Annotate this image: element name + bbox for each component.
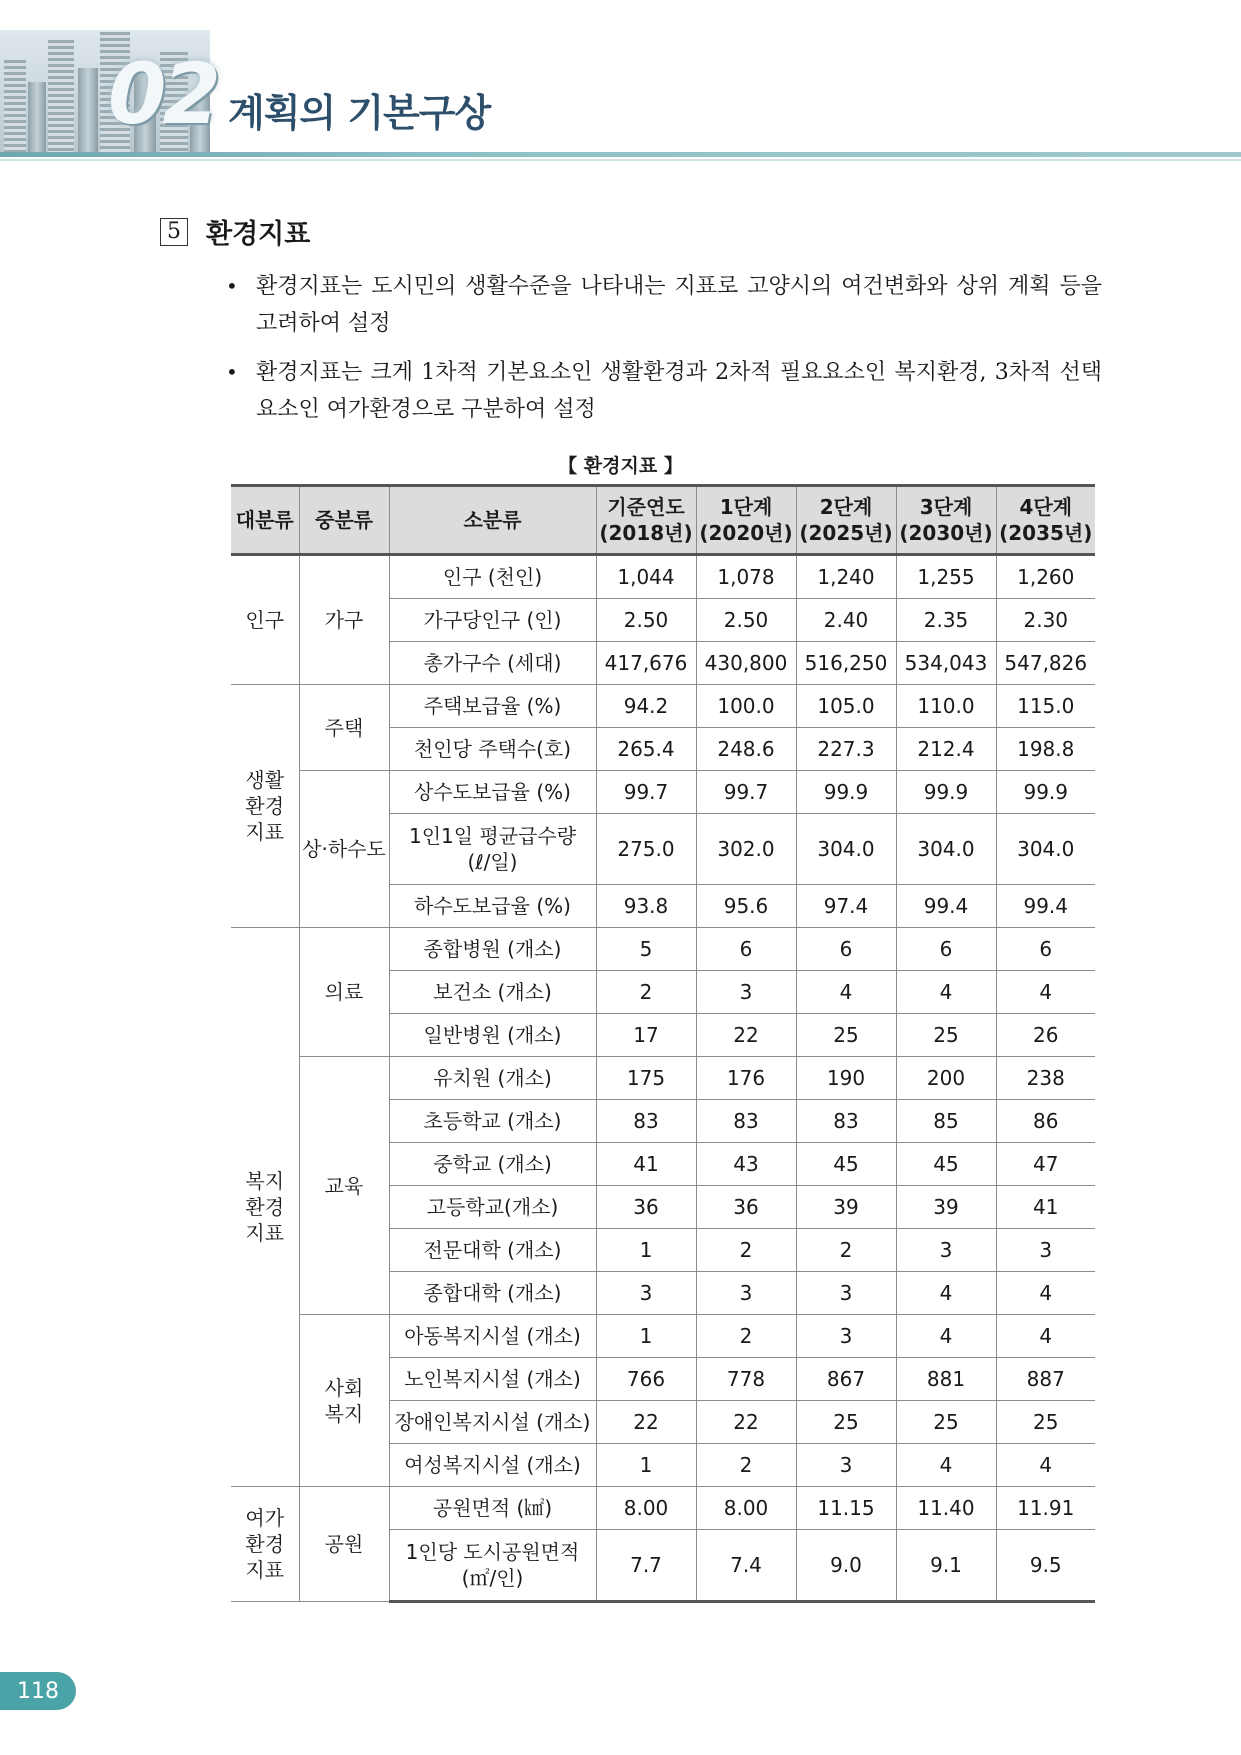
table-row xyxy=(231,1315,1095,1358)
value-cell: 867 xyxy=(796,1358,896,1401)
value-cell: 36 xyxy=(596,1186,696,1229)
chapter-number: 02 xyxy=(108,45,217,143)
table-row xyxy=(231,928,1095,971)
value-cell: 275.0 xyxy=(596,814,696,885)
value-cell: 8.00 xyxy=(596,1487,696,1530)
value-cell: 304.0 xyxy=(996,814,1095,885)
minor-category-cell: 전문대학 (개소) xyxy=(389,1229,596,1272)
value-cell: 8.00 xyxy=(696,1487,796,1530)
value-cell: 430,800 xyxy=(696,642,796,685)
middle-category-medical: 의료 xyxy=(299,928,389,1057)
middle-category-housing: 주택 xyxy=(299,685,389,771)
value-cell: 25 xyxy=(796,1014,896,1057)
value-cell: 4 xyxy=(996,1315,1095,1358)
value-cell: 227.3 xyxy=(796,728,896,771)
middle-category-water: 상·하수도 xyxy=(299,771,389,928)
bullet-list xyxy=(226,268,1102,440)
value-cell: 4 xyxy=(996,1444,1095,1487)
value-cell: 6 xyxy=(696,928,796,971)
value-cell: 99.7 xyxy=(696,771,796,814)
value-cell: 198.8 xyxy=(996,728,1095,771)
value-cell: 97.4 xyxy=(796,885,896,928)
environment-indicator-table xyxy=(231,484,1095,1603)
header-rule xyxy=(0,152,1241,157)
value-cell: 100.0 xyxy=(696,685,796,728)
major-category-welfare: 복지 환경 지표 xyxy=(231,928,299,1487)
minor-category-cell: 1인당 도시공원면적 (㎡/인) xyxy=(389,1530,596,1602)
value-cell: 2.40 xyxy=(796,599,896,642)
value-cell: 1,044 xyxy=(596,555,696,599)
minor-category-cell: 종합대학 (개소) xyxy=(389,1272,596,1315)
minor-category-cell: 유치원 (개소) xyxy=(389,1057,596,1100)
minor-category-cell: 장애인복지시설 (개소) xyxy=(389,1401,596,1444)
value-cell: 99.4 xyxy=(996,885,1095,928)
value-cell: 9.5 xyxy=(996,1530,1095,1602)
value-cell: 190 xyxy=(796,1057,896,1100)
value-cell: 778 xyxy=(696,1358,796,1401)
value-cell: 25 xyxy=(896,1014,996,1057)
chapter-title: 계획의 기본구상 xyxy=(228,91,491,135)
minor-category-cell: 고등학교(개소) xyxy=(389,1186,596,1229)
bullet-text: 환경지표는 크게 1차적 기본요소인 생활환경과 2차적 필요요소인 복지환경, 3차적 선택요소인 여가환경으로 구분하여 설정 xyxy=(256,360,1102,422)
minor-category-cell: 주택보급율 (%) xyxy=(389,685,596,728)
value-cell: 265.4 xyxy=(596,728,696,771)
table-row xyxy=(231,685,1095,728)
value-cell: 881 xyxy=(896,1358,996,1401)
value-cell: 2.50 xyxy=(696,599,796,642)
value-cell: 26 xyxy=(996,1014,1095,1057)
value-cell: 6 xyxy=(896,928,996,971)
value-cell: 4 xyxy=(996,971,1095,1014)
value-cell: 7.7 xyxy=(596,1530,696,1602)
value-cell: 39 xyxy=(796,1186,896,1229)
minor-category-cell: 종합병원 (개소) xyxy=(389,928,596,971)
value-cell: 9.0 xyxy=(796,1530,896,1602)
value-cell: 200 xyxy=(896,1057,996,1100)
section-number-box: 5 xyxy=(160,218,188,246)
value-cell: 2 xyxy=(796,1229,896,1272)
value-cell: 5 xyxy=(596,928,696,971)
value-cell: 3 xyxy=(696,971,796,1014)
value-cell: 1,240 xyxy=(796,555,896,599)
value-cell: 1,260 xyxy=(996,555,1095,599)
minor-category-cell: 하수도보급율 (%) xyxy=(389,885,596,928)
minor-category-cell: 상수도보급율 (%) xyxy=(389,771,596,814)
value-cell: 238 xyxy=(996,1057,1095,1100)
value-cell: 83 xyxy=(696,1100,796,1143)
section-title: 환경지표 xyxy=(206,219,311,250)
value-cell: 534,043 xyxy=(896,642,996,685)
value-cell: 417,676 xyxy=(596,642,696,685)
value-cell: 36 xyxy=(696,1186,796,1229)
header-stage-1: 1단계 (2020년) xyxy=(696,486,796,555)
value-cell: 22 xyxy=(696,1014,796,1057)
value-cell: 4 xyxy=(896,971,996,1014)
value-cell: 17 xyxy=(596,1014,696,1057)
value-cell: 1 xyxy=(596,1315,696,1358)
value-cell: 2 xyxy=(696,1444,796,1487)
value-cell: 547,826 xyxy=(996,642,1095,685)
minor-category-cell: 중학교 (개소) xyxy=(389,1143,596,1186)
bullet-item xyxy=(226,268,1102,342)
value-cell: 25 xyxy=(996,1401,1095,1444)
value-cell: 176 xyxy=(696,1057,796,1100)
value-cell: 3 xyxy=(796,1444,896,1487)
minor-category-cell: 아동복지시설 (개소) xyxy=(389,1315,596,1358)
middle-category-social-welfare: 사회 복지 xyxy=(299,1315,389,1487)
minor-category-cell: 천인당 주택수(호) xyxy=(389,728,596,771)
value-cell: 45 xyxy=(896,1143,996,1186)
value-cell: 110.0 xyxy=(896,685,996,728)
value-cell: 2 xyxy=(696,1315,796,1358)
major-category-leisure: 여가 환경 지표 xyxy=(231,1487,299,1602)
middle-category-education: 교육 xyxy=(299,1057,389,1315)
value-cell: 7.4 xyxy=(696,1530,796,1602)
bullet-dot-icon: • xyxy=(226,274,238,298)
header-rule-thin xyxy=(0,159,1241,161)
value-cell: 22 xyxy=(696,1401,796,1444)
value-cell: 83 xyxy=(596,1100,696,1143)
value-cell: 2 xyxy=(596,971,696,1014)
value-cell: 41 xyxy=(996,1186,1095,1229)
middle-category-household: 가구 xyxy=(299,555,389,685)
middle-category-park: 공원 xyxy=(299,1487,389,1602)
value-cell: 1,078 xyxy=(696,555,796,599)
minor-category-cell: 노인복지시설 (개소) xyxy=(389,1358,596,1401)
value-cell: 248.6 xyxy=(696,728,796,771)
value-cell: 2.35 xyxy=(896,599,996,642)
value-cell: 3 xyxy=(796,1315,896,1358)
value-cell: 6 xyxy=(996,928,1095,971)
minor-category-cell: 초등학교 (개소) xyxy=(389,1100,596,1143)
bullet-text: 환경지표는 도시민의 생활수준을 나타내는 지표로 고양시의 여건변화와 상위 계획 등을 고려하여 설정 xyxy=(256,274,1102,336)
header-major: 대분류 xyxy=(231,486,299,555)
value-cell: 1 xyxy=(596,1229,696,1272)
value-cell: 212.4 xyxy=(896,728,996,771)
value-cell: 887 xyxy=(996,1358,1095,1401)
value-cell: 302.0 xyxy=(696,814,796,885)
value-cell: 41 xyxy=(596,1143,696,1186)
minor-category-cell: 인구 (천인) xyxy=(389,555,596,599)
header-stage-4: 4단계 (2035년) xyxy=(996,486,1095,555)
major-category-living: 생활 환경 지표 xyxy=(231,685,299,928)
value-cell: 3 xyxy=(996,1229,1095,1272)
value-cell: 4 xyxy=(796,971,896,1014)
value-cell: 99.7 xyxy=(596,771,696,814)
bullet-item xyxy=(226,354,1102,428)
header-stage-2: 2단계 (2025년) xyxy=(796,486,896,555)
value-cell: 175 xyxy=(596,1057,696,1100)
value-cell: 95.6 xyxy=(696,885,796,928)
value-cell: 43 xyxy=(696,1143,796,1186)
value-cell: 47 xyxy=(996,1143,1095,1186)
minor-category-cell: 가구당인구 (인) xyxy=(389,599,596,642)
value-cell: 39 xyxy=(896,1186,996,1229)
value-cell: 99.9 xyxy=(896,771,996,814)
minor-category-cell: 보건소 (개소) xyxy=(389,971,596,1014)
value-cell: 99.4 xyxy=(896,885,996,928)
value-cell: 4 xyxy=(896,1315,996,1358)
value-cell: 99.9 xyxy=(996,771,1095,814)
header-middle: 중분류 xyxy=(299,486,389,555)
value-cell: 11.40 xyxy=(896,1487,996,1530)
value-cell: 304.0 xyxy=(796,814,896,885)
value-cell: 3 xyxy=(796,1272,896,1315)
value-cell: 22 xyxy=(596,1401,696,1444)
value-cell: 9.1 xyxy=(896,1530,996,1602)
value-cell: 3 xyxy=(896,1229,996,1272)
table-row xyxy=(231,1487,1095,1530)
value-cell: 83 xyxy=(796,1100,896,1143)
value-cell: 86 xyxy=(996,1100,1095,1143)
bullet-dot-icon: • xyxy=(226,360,238,384)
minor-category-cell: 공원면적 (㎢) xyxy=(389,1487,596,1530)
value-cell: 6 xyxy=(796,928,896,971)
header-stage-3: 3단계 (2030년) xyxy=(896,486,996,555)
header-base-year: 기준연도 (2018년) xyxy=(596,486,696,555)
value-cell: 93.8 xyxy=(596,885,696,928)
table-header-row xyxy=(231,486,1095,555)
value-cell: 25 xyxy=(896,1401,996,1444)
value-cell: 3 xyxy=(696,1272,796,1315)
value-cell: 304.0 xyxy=(896,814,996,885)
value-cell: 105.0 xyxy=(796,685,896,728)
value-cell: 99.9 xyxy=(796,771,896,814)
page-number-badge: 118 xyxy=(0,1672,76,1710)
major-category-population: 인구 xyxy=(231,555,299,685)
value-cell: 85 xyxy=(896,1100,996,1143)
section-heading xyxy=(160,212,310,251)
value-cell: 516,250 xyxy=(796,642,896,685)
chapter-header xyxy=(0,0,1241,160)
minor-category-cell: 총가구수 (세대) xyxy=(389,642,596,685)
value-cell: 3 xyxy=(596,1272,696,1315)
value-cell: 2 xyxy=(696,1229,796,1272)
value-cell: 1,255 xyxy=(896,555,996,599)
table-row xyxy=(231,771,1095,814)
minor-category-cell: 1인1일 평균급수량 (ℓ/일) xyxy=(389,814,596,885)
minor-category-cell: 일반병원 (개소) xyxy=(389,1014,596,1057)
value-cell: 2.50 xyxy=(596,599,696,642)
value-cell: 4 xyxy=(896,1272,996,1315)
value-cell: 4 xyxy=(996,1272,1095,1315)
value-cell: 11.91 xyxy=(996,1487,1095,1530)
table-row xyxy=(231,1057,1095,1100)
value-cell: 115.0 xyxy=(996,685,1095,728)
table-row xyxy=(231,555,1095,599)
table-caption: 【 환경지표 】 xyxy=(558,455,683,477)
header-minor: 소분류 xyxy=(389,486,596,555)
value-cell: 25 xyxy=(796,1401,896,1444)
minor-category-cell: 여성복지시설 (개소) xyxy=(389,1444,596,1487)
value-cell: 1 xyxy=(596,1444,696,1487)
value-cell: 4 xyxy=(896,1444,996,1487)
value-cell: 45 xyxy=(796,1143,896,1186)
value-cell: 766 xyxy=(596,1358,696,1401)
value-cell: 11.15 xyxy=(796,1487,896,1530)
value-cell: 94.2 xyxy=(596,685,696,728)
value-cell: 2.30 xyxy=(996,599,1095,642)
